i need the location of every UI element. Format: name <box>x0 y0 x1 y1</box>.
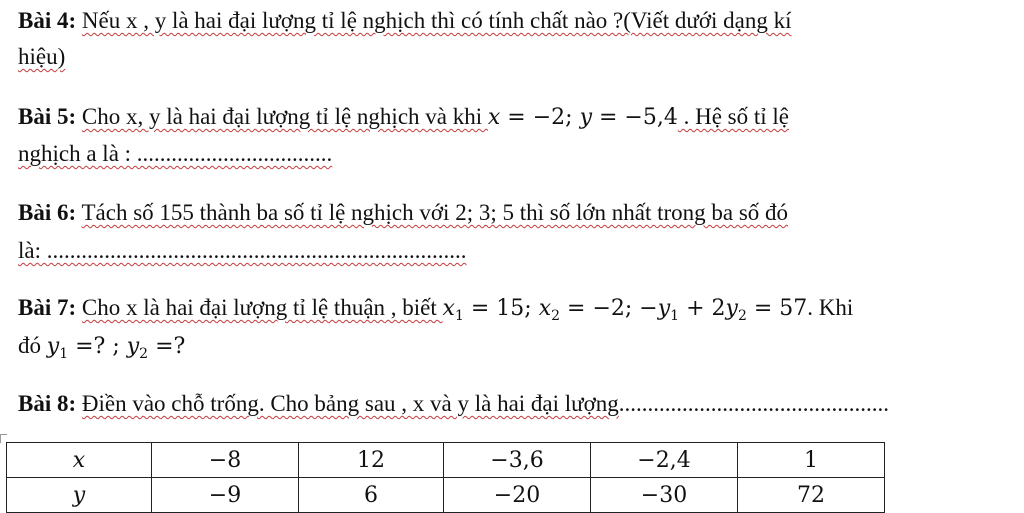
values-table <box>6 442 885 513</box>
table-cell: 12 <box>299 443 444 478</box>
exercise-4-text-line2: hiệu) <box>18 44 66 69</box>
math-eq-c: + 2 <box>679 296 726 321</box>
math-eq2: = −5,4 <box>592 105 678 130</box>
exercise-7 <box>18 291 853 333</box>
exercise-5-text: Cho x, y là hai đại lượng tỉ lệ nghịch và khi <box>81 104 488 129</box>
exercise-8-text: Điền vào chỗ trống. Cho bảng sau , x và y là hai đại lượng <box>81 391 619 416</box>
math-x2: $x_2$ <box>538 296 561 324</box>
math-y2: $y_2$ <box>725 296 747 324</box>
exercise-5 <box>18 100 789 134</box>
exercise-8-label: Bài 8: <box>18 391 77 416</box>
exercise-7-line2 <box>18 329 185 371</box>
exercise-6-answer-blank: là: ......................................................................... <box>18 238 467 263</box>
exercise-6-line2 <box>18 234 467 267</box>
table-cell: −2,4 <box>591 443 738 478</box>
exercise-6-label: Bài 6: <box>18 200 77 225</box>
exercise-4-text-line1: Nếu x , y là hai đại lượng tỉ lệ nghịch thì có tính chất nào ?(Viết dưới dạng kí <box>81 8 792 33</box>
exercise-8-answer-blank: ............................................... <box>618 391 890 416</box>
math-eq-b: = −2; − <box>560 296 658 321</box>
exercise-4-line2 <box>18 40 65 73</box>
question-eq1: =? ; <box>68 334 127 359</box>
table-row-y <box>7 478 885 513</box>
exercise-5-line2 <box>18 137 332 170</box>
table-cell: 72 <box>738 478 885 513</box>
exercise-4 <box>18 4 792 37</box>
math-y1: $y_1$ <box>657 296 680 324</box>
exercise-4-label: Bài 4: <box>18 8 77 33</box>
table-cell: −9 <box>152 478 299 513</box>
math-y: y <box>579 105 592 130</box>
table-cell: y <box>7 478 152 513</box>
exercise-6 <box>18 196 788 229</box>
exercise-7-question-prefix: đó <box>18 333 47 358</box>
math-eq-a: = 15; <box>463 296 539 321</box>
math-eq-d: = 57 <box>746 296 808 321</box>
exercise-7-text: Cho x là hai đại lượng tỉ lệ thuận , biết <box>81 295 443 320</box>
table-cell: x <box>7 443 152 478</box>
math-eq1: = −2; <box>500 105 580 130</box>
exercise-7-text-after: . Khi <box>807 295 854 320</box>
table-cell: −30 <box>591 478 738 513</box>
table-cell: −3,6 <box>444 443 591 478</box>
table-cell: −8 <box>152 443 299 478</box>
question-y1: $y_1$ <box>46 334 69 362</box>
question-y2: $y_2$ <box>126 334 149 362</box>
table-cell: 6 <box>299 478 444 513</box>
exercise-6-text: Tách số 155 thành ba số tỉ lệ nghịch với 2; 3; 5 thì số lớn nhất trong ba số đó <box>81 200 789 225</box>
exercise-5-answer-blank: nghịch a là : .................................. <box>18 141 333 166</box>
exercise-8 <box>18 387 889 420</box>
exercise-5-text-after: . Hệ số tỉ lệ <box>677 104 789 129</box>
math-x1: $x_1$ <box>442 296 464 324</box>
table-row-x <box>7 443 885 478</box>
math-x: x <box>487 105 501 130</box>
exercise-5-label: Bài 5: <box>18 104 77 129</box>
question-eq2: =? <box>148 334 186 359</box>
exercise-7-label: Bài 7: <box>18 295 77 320</box>
table-cell: −20 <box>444 478 591 513</box>
table-cell: 1 <box>738 443 885 478</box>
